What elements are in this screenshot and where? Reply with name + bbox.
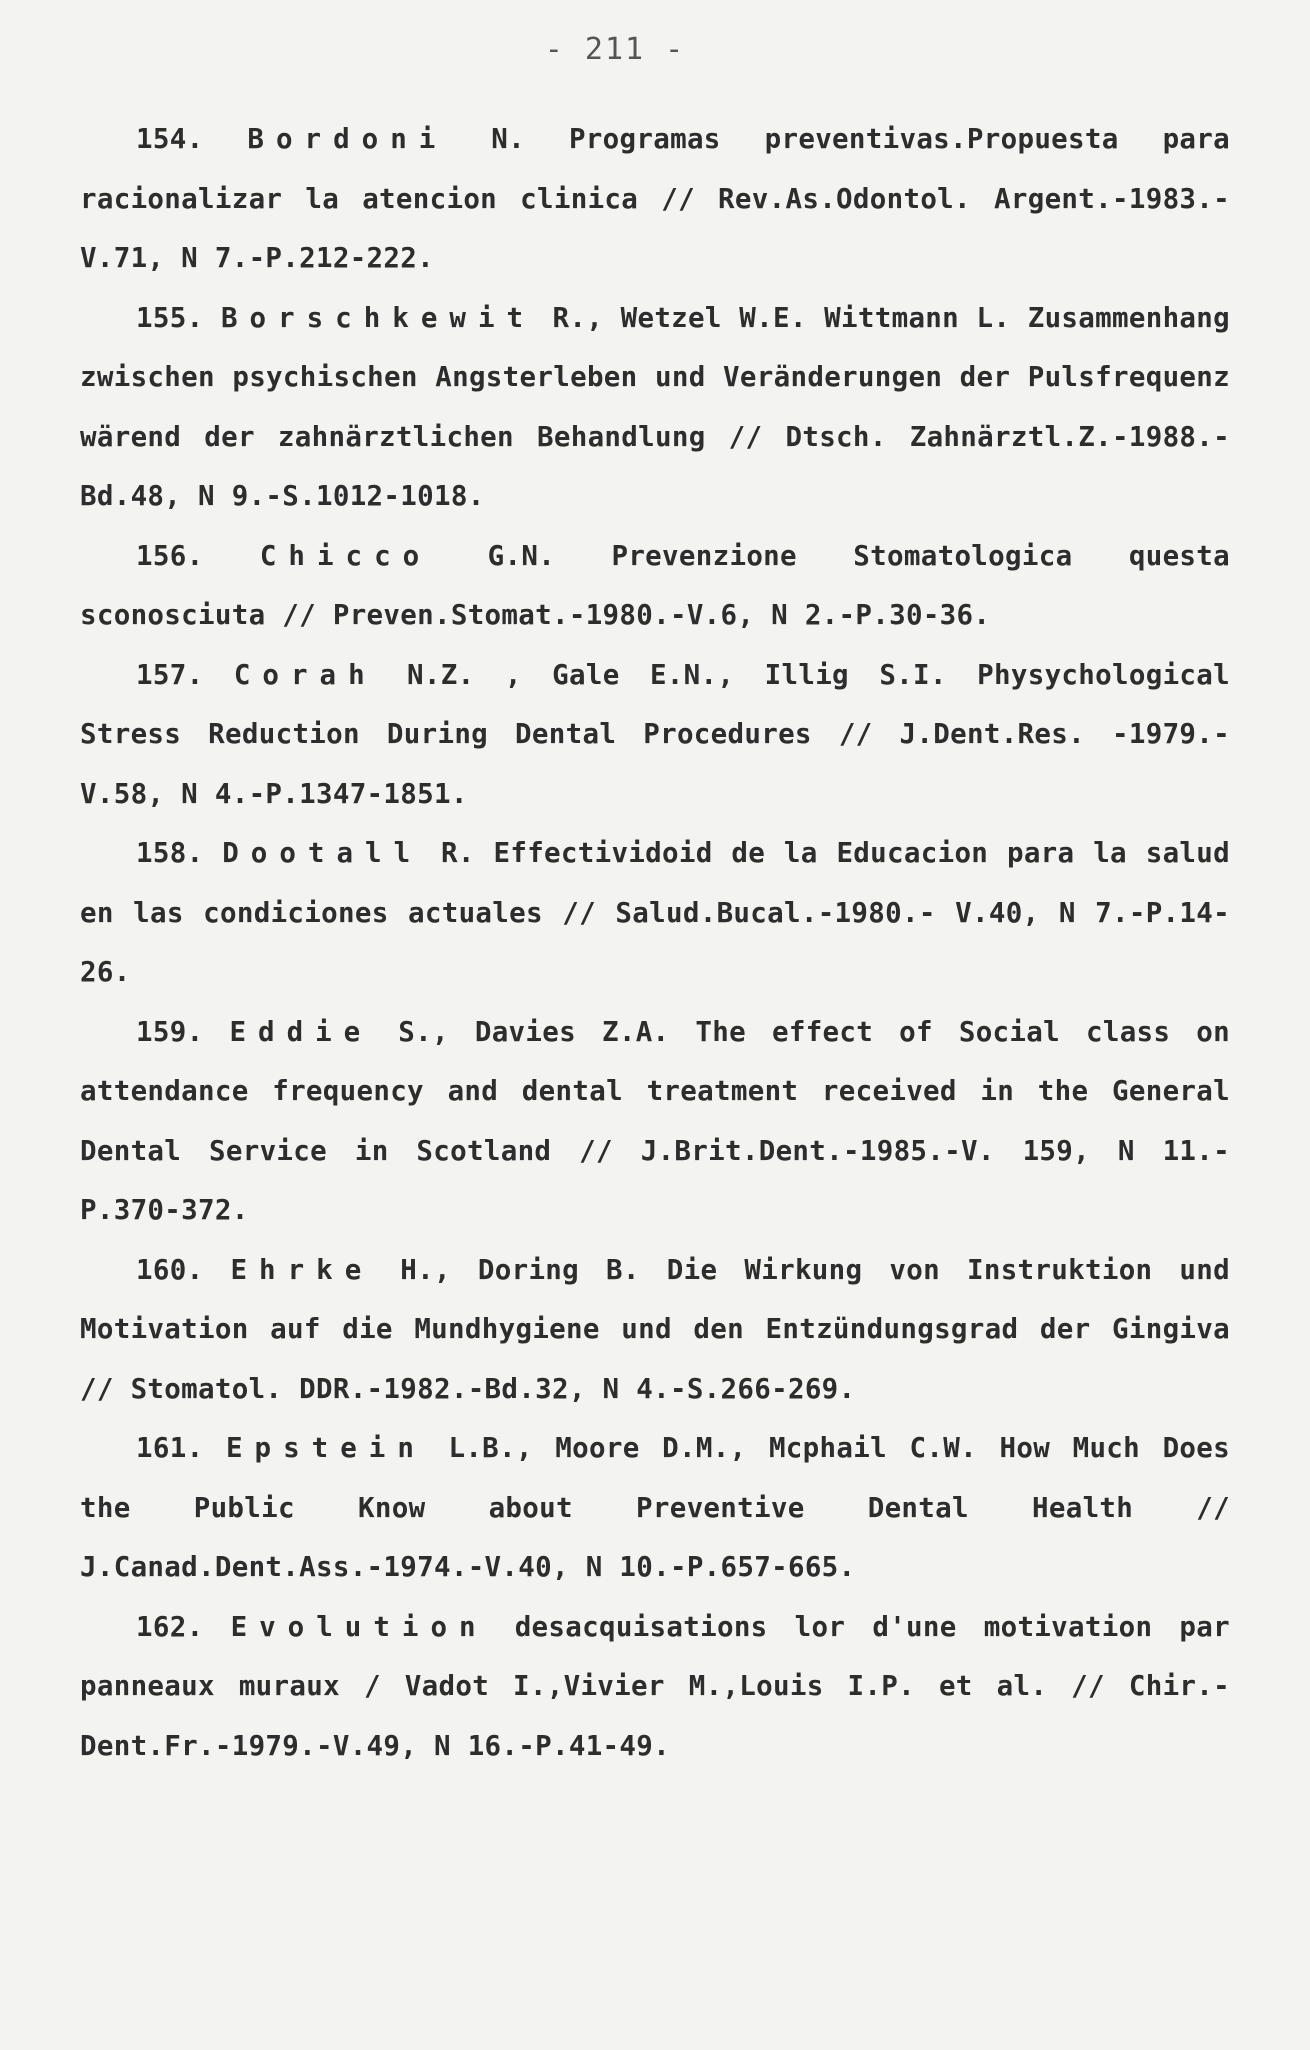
reference-list <box>80 110 1230 1776</box>
reference-number: 159. <box>136 1015 204 1048</box>
reference-item <box>80 1241 1230 1420</box>
reference-text: N. Programas preventivas.Propuesta para racionalizar la atencion clinica // Rev.As.Odontol. Argent.-1983.-V.71, N 7.-P.212-222. <box>80 123 1230 274</box>
reference-item <box>80 824 1230 1003</box>
reference-item <box>80 646 1230 825</box>
reference-author: Chicco <box>259 539 432 572</box>
reference-text: R., Wetzel W.E. Wittmann L. Zusammenhang zwischen psychischen Angsterleben und Veränderungen der Pulsfrequenz wärend der zahnärztlichen Behandlung // Dtsch. Zahnärztl.Z.-1988.-Bd.48, N 9.-S.1012-1018. <box>80 301 1230 512</box>
reference-number: 158. <box>136 837 204 869</box>
reference-item <box>80 110 1230 289</box>
reference-text: desacquisations lor d'une motivation par panneaux muraux / Vadot I.,Vivier M.,Louis I.P. et al. // Chir.-Dent.Fr.-1979.-V.49, N 16.-P.41-49. <box>80 1610 1230 1762</box>
reference-text: G.N. Prevenzione Stomatologica questa sconosciuta // Preven.Stomat.-1980.-V.6, N 2.-P.30-36. <box>80 539 1230 631</box>
reference-item <box>80 1003 1230 1241</box>
reference-text: N.Z. , Gale E.N., Illig S.I. Physychological Stress Reduction During Dental Procedures // J.Dent.Res. -1979.-V.58, N 4.-P.1347-1851. <box>80 658 1230 810</box>
reference-author: Dootall <box>222 837 423 869</box>
reference-item <box>80 1419 1230 1598</box>
reference-author: Epstein <box>226 1432 426 1464</box>
reference-item <box>80 527 1230 646</box>
reference-number: 160. <box>136 1253 204 1286</box>
reference-number: 156. <box>136 539 204 572</box>
reference-author: Ehrke <box>230 1253 374 1286</box>
reference-number: 161. <box>136 1432 204 1464</box>
reference-author: Evolution <box>230 1610 488 1643</box>
reference-author: Eddie <box>229 1015 373 1048</box>
reference-number: 157. <box>136 658 204 691</box>
reference-item <box>80 289 1230 527</box>
reference-author: Borschkewit <box>220 301 536 334</box>
page-number: - 211 - <box>544 32 686 67</box>
reference-text: H., Doring B. Die Wirkung von Instruktion und Motivation auf die Mundhygiene und den Entzündungsgrad der Gingiva // Stomatol. DDR.-1982.-Bd.32, N 4.-S.266-269. <box>80 1253 1230 1405</box>
reference-text: S., Davies Z.A. The effect of Social class on attendance frequency and dental treatment received in the General Dental Service in Scotland // J.Brit.Dent.-1985.-V. 159, N 11.-P.370-372. <box>80 1015 1230 1226</box>
reference-text: R. Effectividoid de la Educacion para la salud en las condiciones actuales // Salud.Bucal.-1980.- V.40, N 7.-P.14-26. <box>80 837 1230 988</box>
reference-author: Corah <box>233 658 377 691</box>
reference-item <box>80 1598 1230 1777</box>
reference-number: 162. <box>136 1610 204 1643</box>
reference-author: Bordoni <box>247 123 448 155</box>
reference-number: 155. <box>136 301 204 334</box>
reference-number: 154. <box>136 123 204 155</box>
reference-text: L.B., Moore D.M., Mcphail C.W. How Much Does the Public Know about Preventive Dental Health // J.Canad.Dent.Ass.-1974.-V.40, N 10.-P.657-665. <box>80 1432 1230 1583</box>
